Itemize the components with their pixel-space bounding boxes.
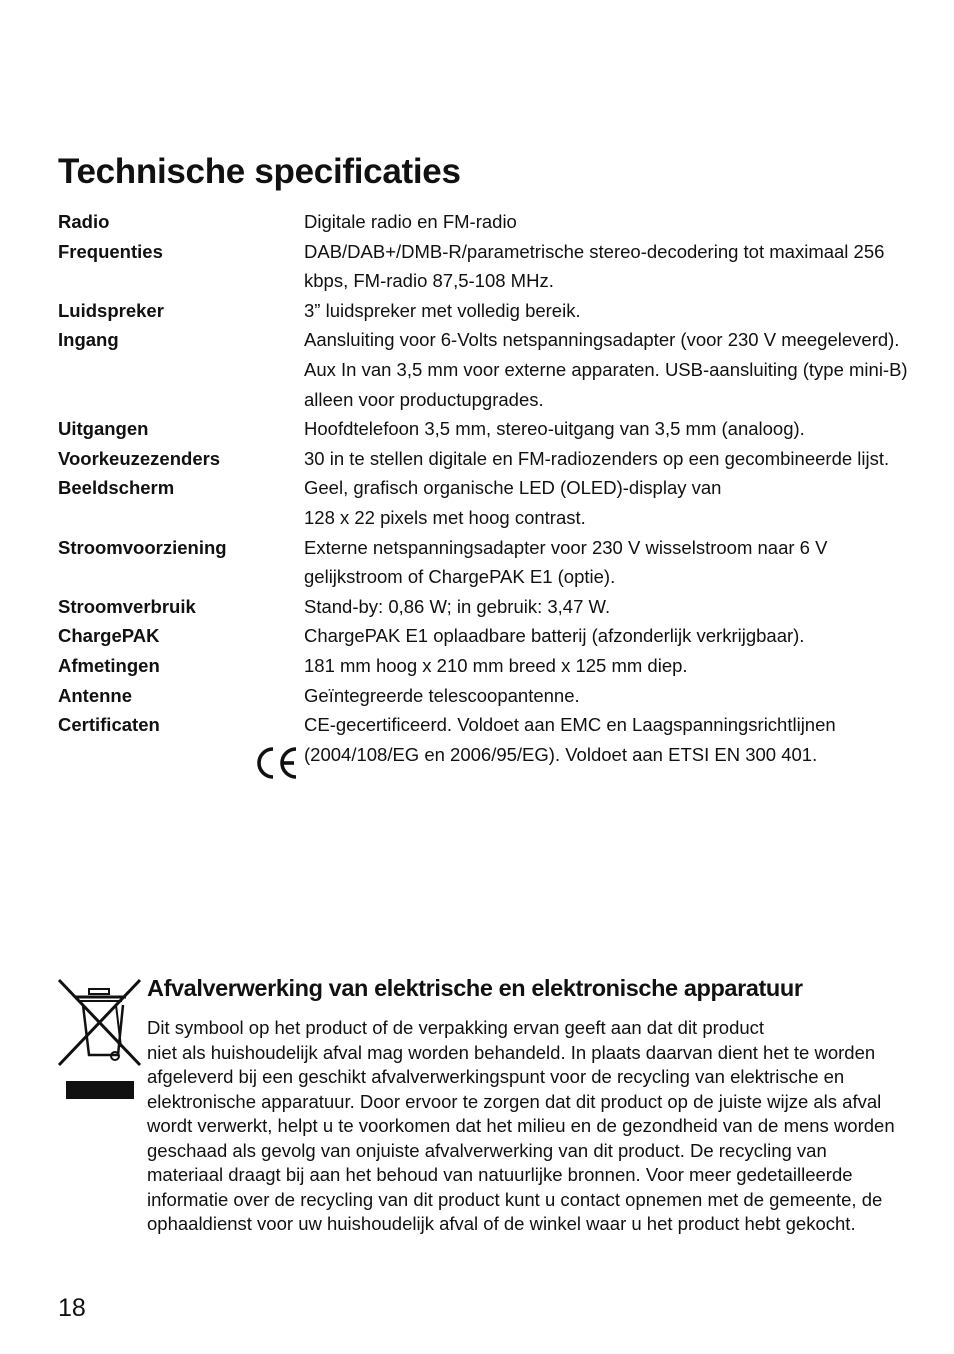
spec-value: Stand-by: 0,86 W; in gebruik: 3,47 W. <box>304 595 611 617</box>
spec-value: Externe netspanningsadapter voor 230 V wisselstroom naar 6 V gelijkstroom of ChargePAK E1 (optie). <box>304 536 828 588</box>
spec-value: Digitale radio en FM-radio <box>304 211 517 232</box>
spec-label: Afmetingen <box>58 654 160 676</box>
spec-row-chargepak <box>58 621 908 651</box>
spec-label: Radio <box>58 211 110 232</box>
spec-value: Geïntegreerde telescoopantenne. <box>304 684 580 706</box>
spec-label: Antenne <box>58 684 132 706</box>
spec-row-stroomvoorziening <box>58 533 908 592</box>
spec-label: Ingang <box>58 329 119 351</box>
spec-label: Luidspreker <box>58 299 164 321</box>
spec-value: Geel, grafisch organische LED (OLED)-display van 128 x 22 pixels met hoog contrast. <box>304 477 722 528</box>
spec-row-stroomverbruik <box>58 592 908 622</box>
spec-row-antenne <box>58 681 908 711</box>
spec-row-frequenties <box>58 237 908 296</box>
spec-value: Hoofdtelefoon 3,5 mm, stereo-uitgang van 3,5 mm (analoog). <box>304 418 805 440</box>
ce-mark-icon <box>252 744 298 782</box>
spec-value: ChargePAK E1 oplaadbare batterij (afzonderlijk verkrijgbaar). <box>304 625 805 647</box>
spec-row-certificaten <box>58 710 908 769</box>
weee-heading: Afvalverwerking van elektrische en elektronische apparatuur <box>147 975 803 1001</box>
spec-label: Frequenties <box>58 240 163 262</box>
spec-label: ChargePAK <box>58 625 160 647</box>
spec-value: CE-gecertificeerd. Voldoet aan EMC en Laagspanningsrichtlijnen (2004/108/EG en 2006/95/EG). Voldoet aan ETSI EN 300 401. <box>304 714 836 765</box>
spec-row-voorkeuzezenders <box>58 444 908 474</box>
spec-value: 181 mm hoog x 210 mm breed x 125 mm diep. <box>304 654 688 676</box>
spec-row-afmetingen <box>58 651 908 681</box>
spec-label: Certificaten <box>58 714 160 736</box>
spec-value: Aansluiting voor 6-Volts netspanningsadapter (voor 230 V meegeleverd). Aux In van 3,5 mm voor externe apparaten. USB-aansluiting (type mini-B) alleen voor productupgrades. <box>304 329 908 410</box>
spec-row-ingang <box>58 325 908 414</box>
spec-label: Stroomverbruik <box>58 595 196 617</box>
crossed-out-wheelie-bin-icon <box>56 977 144 1102</box>
spec-row-beeldscherm <box>58 473 908 532</box>
spec-label: Beeldscherm <box>58 477 175 499</box>
page-number: 18 <box>58 1294 86 1322</box>
spec-value: 30 in te stellen digitale en FM-radiozenders op een gecombineerde lijst. <box>304 447 890 469</box>
spec-row-radio <box>58 207 908 237</box>
spec-label: Voorkeuzezenders <box>58 447 221 469</box>
page-title: Technische specificaties <box>58 152 461 191</box>
spec-label: Uitgangen <box>58 418 149 440</box>
spec-label: Stroomvoorziening <box>58 536 227 558</box>
weee-paragraph: Dit symbool op het product of de verpakking ervan geeft aan dat dit product niet als huishoudelijk afval mag worden behandeld. In plaats daarvan dient het te worden afgeleverd bij een geschikt afvalverwerkingspunt voor de recycling van elektrische en elektronische apparatuur. Door ervoor te zorgen dat dit product op de juiste wijze als afval wordt verwerkt, helpt u te voorkomen dat het milieu en de gezondheid van de mens worden geschaad als gevolg van onjuiste afvalverwerking van dit product. De recycling van materiaal draagt bij aan het behoud van natuurlijke bronnen. Voor meer gedetailleerde informatie over de recycling van dit product kunt u contact opnemen met de gemeente, de ophaaldienst voor uw huishoudelijk afval of de winkel waar u het product hebt gekocht. <box>147 1017 895 1234</box>
spec-value: 3” luidspreker met volledig bereik. <box>304 299 581 321</box>
spec-row-luidspreker <box>58 296 908 326</box>
spec-row-uitgangen <box>58 414 908 444</box>
spec-value: DAB/DAB+/DMB-R/parametrische stereo-decodering tot maximaal 256 kbps, FM-radio 87,5-108 MHz. <box>304 240 885 292</box>
spec-table <box>58 207 908 769</box>
